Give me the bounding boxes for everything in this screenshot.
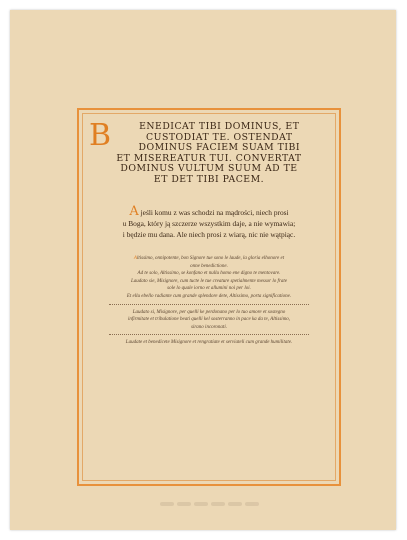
canticle-line: sirano incoronati. xyxy=(191,324,227,330)
canticle-initial: A xyxy=(133,256,137,261)
blessing-line: DOMINUS FACIEM SUAM TIBI xyxy=(138,142,300,153)
canticle-line-text: ltissimo, onnipotente, bon Signore tue sono le laude, la gloria elhonore et xyxy=(136,256,285,261)
canticle-line: Ad te solo, Altissimo, se konfano et nullu homo ene digno te mentovare. xyxy=(137,271,281,277)
dotted-divider xyxy=(109,304,309,305)
polish-line: i będzie mu dana. Ale niech prosi z wiarą, nic nie wątpiąc. xyxy=(122,230,296,239)
canticle-line: Laudate et benedicete Misignore et rengratiate et serviateli cum grande humilitate. xyxy=(125,340,293,346)
canticle-line: sole lo quale iorno et allumini noi per loi. xyxy=(167,286,251,292)
canticle-line: Laudato sie, Misignore, cum tucte le tue creature spetialmente messor lo frate xyxy=(131,278,287,284)
dotted-divider xyxy=(109,334,309,335)
canticle-line: infirmitate et tribulatione beati quelli kel sosterranno in pace ka da te, Altissimo, xyxy=(127,317,291,323)
canticle-paragraph-2 xyxy=(93,309,325,332)
latin-blessing xyxy=(89,118,325,185)
canticle-line xyxy=(93,255,325,263)
blessing-line: DOMINUS VULTUM SUUM AD TE xyxy=(120,163,298,174)
paper-sheet xyxy=(10,10,396,530)
blessing-line: ET DET TIBI PACEM. xyxy=(153,173,265,185)
canticle-line: onne benedictione. xyxy=(190,263,228,269)
canticle-line: Laudato si, Misignore, per quelli ke perdonano per lo tuo amore et sostegno xyxy=(132,309,286,315)
faint-watermark xyxy=(160,493,280,503)
polish-line-text: jeśli komu z was schodzi na mądrości, niech prosi xyxy=(140,208,289,217)
canticle-paragraph-1 xyxy=(93,255,325,301)
blessing-line: CUSTODIAT TE. OSTENDAT xyxy=(146,131,293,143)
canticle-paragraph-3 xyxy=(93,339,325,347)
blessing-initial: B xyxy=(89,118,112,153)
polish-line: u Boga, który ją szczerze wszystkim daje, a nie wymawia; xyxy=(122,219,296,228)
canticle-line: Et ellu ebello radiante cum grande splendore dete, Altissimo, porta significatione. xyxy=(126,293,292,299)
text-frame xyxy=(77,108,341,486)
italian-canticle xyxy=(93,255,325,347)
page-content xyxy=(89,118,325,347)
blessing-line: ET MISEREATUR TUI. CONVERTAT xyxy=(116,152,302,164)
blessing-line: ENEDICAT TIBI DOMINUS, ET xyxy=(139,121,300,132)
polish-line xyxy=(93,204,325,219)
polish-passage xyxy=(93,204,325,240)
polish-initial: A xyxy=(129,204,139,219)
